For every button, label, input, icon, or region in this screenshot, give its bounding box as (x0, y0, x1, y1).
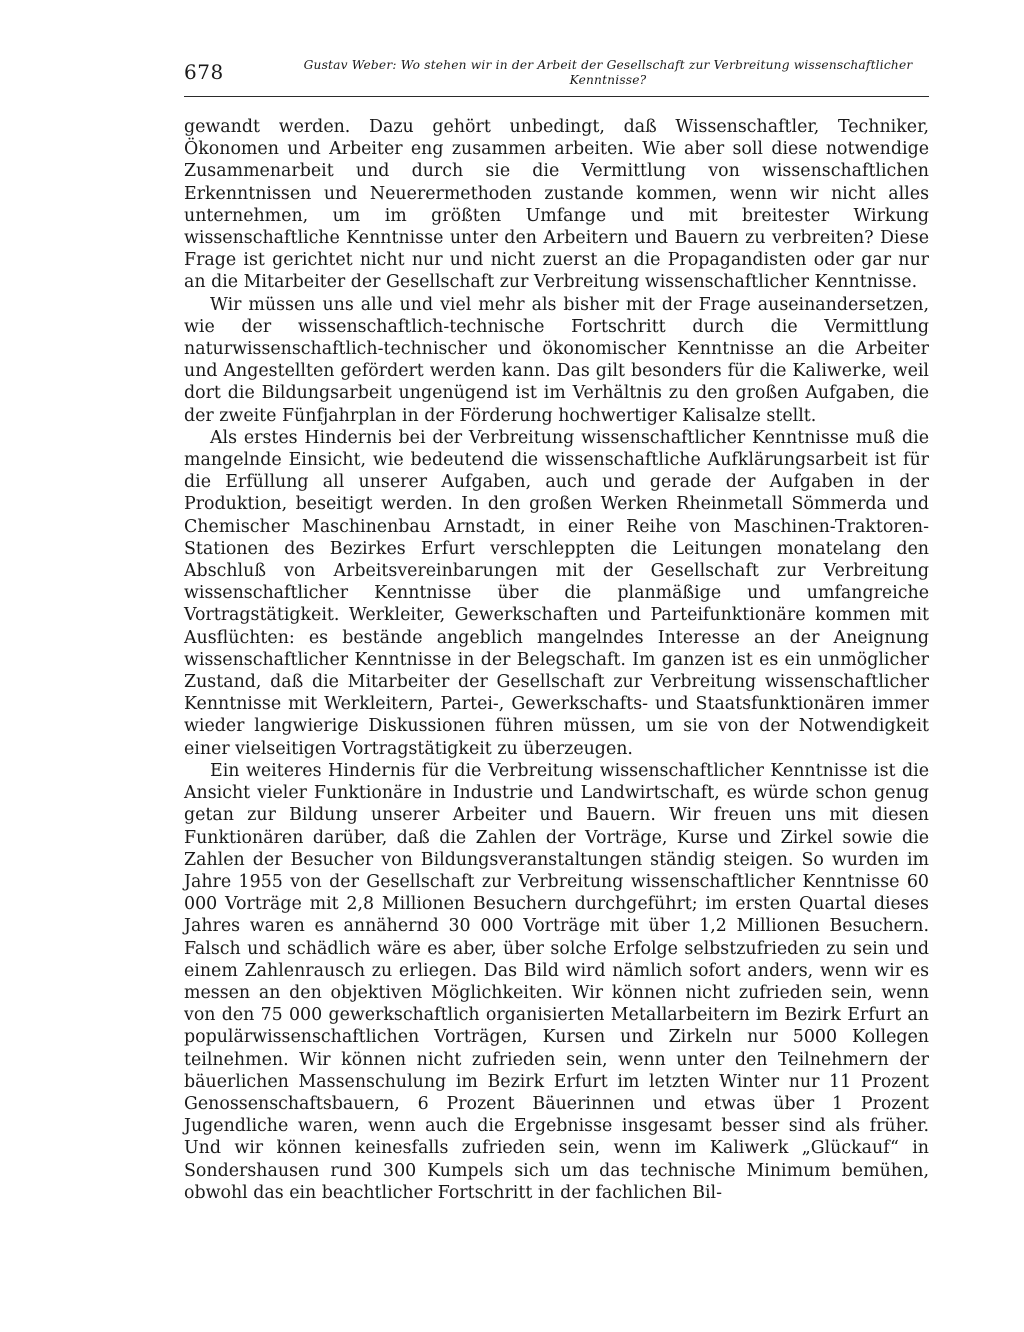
body-text (184, 116, 929, 1204)
paragraph-3: Als erstes Hindernis bei der Verbreitung wissenschaftlicher Kenntnisse muß die mangelnde Einsicht, wie bedeutend die wissenschaftliche Aufklärungsarbeit ist für die Erfüllung all unserer Aufgaben, auch und gerade der Aufgaben in der Produktion, beseitigt werden. In den großen Werken Rheinmetall Sömmerda und Chemischer Maschinenbau Arnstadt, in einer Reihe von Maschinen-Traktoren-Stationen des Bezirkes Erfurt verschleppten die Leitungen monatelang den Abschluß von Arbeitsvereinbarungen mit der Gesellschaft zur Verbreitung wissenschaftlicher Kenntnisse über die planmäßige und umfangreiche Vortragstätigkeit. Werkleiter, Gewerkschaften und Parteifunktionäre kommen mit Ausflüchten: es bestände angeblich mangelndes Interesse an der Aneignung wissenschaftlicher Kenntnisse in der Belegschaft. Im ganzen ist es ein unmöglicher Zustand, daß die Mitarbeiter der Gesellschaft zur Verbreitung wissenschaftlicher Kenntnisse mit Werkleitern, Partei-, Gewerkschafts- und Staatsfunktionären immer wieder langwierige Diskussionen führen müssen, um sie von der Notwendigkeit einer vielseitigen Vortragstätigkeit zu überzeugen. (184, 427, 929, 759)
running-title: Gustav Weber: Wo stehen wir in der Arbeit der Gesellschaft zur Verbreitung wissenschaftlicher Kenntnisse? (303, 58, 913, 87)
paragraph-4: Ein weiteres Hindernis für die Verbreitung wissenschaftlicher Kenntnisse ist die Ansicht vieler Funktionäre in Industrie und Landwirtschaft, es würde schon genug getan zur Bildung unserer Arbeiter und Bauern. Wir freuen uns mit diesen Funktionären darüber, daß die Zahlen der Vorträge, Kurse und Zirkel sowie die Zahlen der Besucher von Bildungsveranstaltungen ständig steigen. So wurden im Jahre 1955 von der Gesellschaft zur Verbreitung wissenschaftlicher Kenntnisse 60 000 Vorträge mit 2,8 Millionen Besuchern durchgeführt; im ersten Quartal dieses Jahres waren es annähernd 30 000 Vorträge mit über 1,2 Millionen Besuchern. Falsch und schädlich wäre es aber, über solche Erfolge selbstzufrieden zu sein und einem Zahlenrausch zu erliegen. Das Bild wird nämlich sofort anders, wenn wir es messen an den objektiven Möglichkeiten. Wir können nicht zufrieden sein, wenn von den 75 000 gewerkschaftlich organisierten Metallarbeitern im Bezirk Erfurt an populärwissenschaftlichen Vorträgen, Kursen und Zirkeln nur 5000 Kollegen teilnehmen. Wir können nicht zufrieden sein, wenn unter den Teilnehmern der bäuerlichen Massenschulung im Bezirk Erfurt im letzten Winter nur 11 Prozent Genossenschaftsbauern, 6 Prozent Bäuerinnen und etwas über 1 Prozent Jugendliche waren, wenn auch die Ergebnisse insgesamt besser sind als früher. Und wir können keinesfalls zufrieden sein, wenn im Kaliwerk „Glückauf“ in Sondershausen rund 300 Kumpels sich um das technische Minimum bemühen, obwohl das ein beachtlicher Fortschritt in der fachlichen Bil- (184, 760, 929, 1203)
page-number: 678 (184, 60, 224, 84)
running-header (184, 56, 929, 97)
paragraph-2: Wir müssen uns alle und viel mehr als bisher mit der Frage auseinandersetzen, wie der wissenschaftlich-technische Fortschritt durch die Vermittlung naturwissenschaftlich-technischer und ökonomischer Kenntnisse an die Arbeiter und Angestellten gefördert werden kann. Das gilt besonders für die Kaliwerke, weil dort die Bildungsarbeit ungenügend ist im Verhältnis zu den großen Aufgaben, die der zweite Fünfjahrplan in der Förderung hochwertiger Kalisalze stellt. (184, 294, 929, 426)
paragraph-1: gewandt werden. Dazu gehört unbedingt, daß Wissenschaftler, Techniker, Ökonomen und Arbeiter eng zusammen arbeiten. Wie aber soll diese notwendige Zusammenarbeit und durch sie die Vermittlung von wissenschaftlichen Erkenntnissen und Neuerermethoden zustande kommen, wenn wir nicht alles unternehmen, um im größten Umfange und mit breitester Wirkung wissenschaftliche Kenntnisse unter den Arbeitern und Bauern zu verbreiten? Diese Frage ist gerichtet nicht nur und nicht zuerst an die Propagandisten oder gar nur an die Mitarbeiter der Gesellschaft zur Verbreitung wissenschaftlicher Kenntnisse. (184, 117, 929, 293)
